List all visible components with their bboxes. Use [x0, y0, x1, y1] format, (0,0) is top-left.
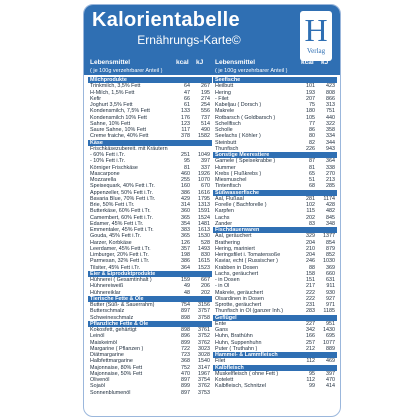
food-kcal: 102: [306, 202, 315, 208]
food-kcal: 357: [181, 245, 190, 252]
food-kcal: 83: [309, 220, 315, 227]
food-kj: 3156: [198, 302, 210, 308]
food-name: Saure Sahne, 10% Fett: [90, 127, 147, 133]
food-name: Kefir: [90, 95, 102, 102]
food-name: Sprotte, geräuchert: [215, 302, 262, 308]
food-kcal: 898: [181, 314, 190, 321]
right-food-list: [213, 77, 337, 390]
food-kj: 951: [326, 320, 335, 327]
food-kcal: 198: [181, 252, 190, 258]
food-name: Heringsfilet i. Tomatensoße: [215, 252, 281, 258]
food-kj: 1591: [198, 208, 210, 215]
food-name: Kokosfett, gehärtigt: [90, 327, 137, 333]
food-name: Brie, 50% Fett i.Tr.: [90, 202, 135, 208]
food-name: Harzer, Korbkäse: [90, 239, 132, 246]
food-kj: 1185: [323, 308, 335, 315]
food-kcal: 217: [306, 283, 315, 290]
food-kcal: 365: [181, 214, 190, 221]
left-food-list: [88, 77, 212, 396]
food-name: Hühnereiklar: [90, 289, 121, 296]
food-name: Joghurt 3,5% Fett: [90, 102, 133, 108]
food-kcal: 354: [181, 220, 190, 227]
food-kj: 195: [201, 89, 210, 96]
food-kcal: 314: [181, 202, 190, 208]
food-name: Sonnenblumenöl: [90, 389, 131, 396]
food-kcal: 231: [306, 302, 315, 308]
food-name: Thunfisch in Öl (ganzer Inh.): [215, 308, 284, 315]
food-kcal: 75: [309, 102, 315, 108]
food-name: Kotelett: [215, 377, 234, 383]
food-name: Butterkäse, 60% Fett i.Tr.: [90, 208, 151, 215]
food-kcal: 123: [181, 120, 190, 127]
food-row: [88, 390, 212, 396]
food-name: Zander: [215, 220, 233, 227]
food-kcal: 158: [306, 270, 315, 277]
food-kj: 528: [201, 239, 210, 246]
food-name: Leerdamer, 45% Fett i.Tr.: [90, 245, 151, 252]
food-kj: 1077: [323, 339, 335, 346]
food-kcal: 99: [309, 383, 315, 390]
food-kcal: 246: [306, 258, 315, 265]
food-kj: 927: [326, 295, 335, 302]
food-kcal: 204: [306, 252, 315, 258]
food-name: Steinbutt: [215, 139, 237, 146]
food-kj: 337: [201, 164, 210, 171]
food-kj: 428: [326, 202, 335, 208]
left-col-name: Lebensmittel: [90, 59, 131, 66]
food-kj: 1613: [198, 227, 210, 233]
food-kj: 274: [201, 95, 210, 102]
food-kcal: 86: [309, 127, 315, 133]
food-kcal: 365: [181, 233, 190, 240]
food-name: Hühnerei ( Gesamtinhalt ): [90, 277, 152, 283]
food-kj: 3758: [198, 314, 210, 321]
food-kj: 344: [326, 139, 335, 146]
food-name: Hummer: [215, 164, 236, 171]
food-kj: 1523: [198, 264, 210, 271]
food-name: Garnele ( Speisekrabbe ): [215, 158, 276, 165]
food-name: - 10% Fett i.Tr.: [90, 158, 126, 165]
food-kcal: 151: [306, 277, 315, 283]
food-name: - Filet: [215, 95, 229, 102]
food-kj: 556: [201, 108, 210, 115]
food-name: - 60% Fett i.Tr.: [90, 152, 126, 158]
food-name: Leinöl: [90, 333, 105, 340]
food-kj: 213: [326, 177, 335, 183]
food-kcal: 87: [309, 158, 315, 165]
food-name: Filet: [215, 358, 226, 365]
food-name: Gouda, 45% Fett i.Tr.: [90, 233, 142, 240]
food-kj: 334: [326, 133, 335, 140]
food-kj: 285: [326, 183, 335, 190]
food-name: Olivenöl: [90, 377, 110, 383]
food-kcal: 176: [181, 114, 190, 121]
food-kj: 1615: [198, 258, 210, 265]
food-name: Huhn, Suppenhuhn: [215, 339, 262, 346]
food-kcal: 212: [306, 345, 315, 352]
food-kcal: 752: [181, 364, 190, 371]
food-name: Margarine ( Pflanzen ): [90, 345, 144, 352]
food-kcal: 49: [184, 283, 190, 290]
food-kcal: 66: [184, 95, 190, 102]
food-kcal: 283: [306, 308, 315, 315]
food-kcal: 470: [181, 370, 190, 377]
food-kcal: 180: [306, 108, 315, 115]
right-column-header: [215, 58, 335, 75]
food-kcal: 722: [181, 345, 190, 352]
food-kj: 1030: [323, 258, 335, 265]
food-kcal: 80: [309, 133, 315, 140]
food-kcal: 95: [309, 370, 315, 377]
food-kcal: 368: [181, 358, 190, 365]
food-kj: 1926: [198, 170, 210, 177]
food-kcal: 105: [306, 114, 315, 121]
food-kcal: 255: [181, 177, 190, 183]
card-subtitle: Ernährungs-Karte©: [137, 33, 241, 47]
food-name: Frischkäsezubereit. mit Kräutern: [90, 145, 168, 152]
food-kj: 852: [326, 252, 335, 258]
section-title: Pflanzliche Fette & Öle: [90, 320, 149, 327]
food-kcal: 115: [306, 208, 315, 215]
section-title: Eier & Eiproduktprodukte: [90, 270, 156, 277]
food-kj: 660: [326, 270, 335, 277]
food-name: Butter (Süß- & Sauerrahm): [90, 302, 155, 308]
food-name: Majonnaise, 50% Fett: [90, 370, 143, 377]
food-kj: 3757: [198, 308, 210, 315]
food-kj: 348: [326, 220, 335, 227]
section-title: Käse: [90, 139, 103, 146]
food-name: Speisequark, 40% Fett i.Tr.: [90, 183, 155, 190]
food-kj: 1481: [198, 220, 210, 227]
food-kcal: 383: [181, 227, 190, 233]
food-kj: 322: [326, 120, 335, 127]
food-kj: 514: [201, 120, 210, 127]
food-name: Mascarpone: [90, 170, 120, 177]
card-title: Kalorientabelle: [92, 9, 240, 31]
section-title: Milchprodukte: [90, 77, 127, 83]
food-name: Karpfen: [215, 208, 234, 215]
food-name: Seelachs ( Köhler ): [215, 133, 261, 140]
section-title: Geflügel: [215, 314, 237, 321]
food-name: Camembert, 60% Fett i.Tr.: [90, 214, 154, 221]
food-kj: 670: [201, 183, 210, 190]
food-name: Kondensmilch, 7,5% Fett: [90, 108, 150, 115]
food-kcal: 81: [184, 164, 190, 171]
food-kj: 930: [326, 289, 335, 296]
food-name: Huhn, Brathühn: [215, 333, 253, 340]
food-kj: 854: [326, 239, 335, 246]
food-kj: 206: [201, 283, 210, 290]
food-name: Krabben in Dosen: [215, 264, 259, 271]
food-name: Limburger, 20% Fett i.Tr.: [90, 252, 149, 258]
food-kcal: 897: [181, 389, 190, 396]
food-name: Makrele, geräuchert: [215, 289, 263, 296]
food-kcal: 48: [184, 289, 190, 296]
section-title: Sonstige Meerestiere: [215, 152, 270, 158]
food-kcal: 378: [181, 133, 190, 140]
food-kcal: 898: [181, 327, 190, 333]
food-kcal: 95: [184, 158, 190, 165]
food-kj: 1530: [198, 233, 210, 240]
food-kj: 338: [326, 164, 335, 171]
food-kcal: 386: [181, 258, 190, 265]
food-kj: 1967: [198, 370, 210, 377]
food-kj: 254: [201, 102, 210, 108]
food-kcal: 386: [181, 189, 190, 196]
food-name: Muskelfleisch ( ohne Fett ): [215, 370, 279, 377]
food-kj: 470: [326, 377, 335, 383]
food-kcal: 460: [181, 170, 190, 177]
food-name: Krebs ( Flußkrebs ): [215, 170, 262, 177]
food-kj: 1524: [198, 214, 210, 221]
food-kcal: 342: [306, 327, 315, 333]
food-name: Ente: [215, 320, 227, 327]
food-kj: 313: [326, 102, 335, 108]
food-kj: 490: [201, 127, 210, 133]
left-column-header: [90, 58, 210, 75]
food-kj: 3761: [198, 327, 210, 333]
food-kj: 3753: [198, 389, 210, 396]
food-kcal: 896: [181, 333, 190, 340]
food-kj: 3028: [198, 352, 210, 358]
food-name: Creme fraiche, 40% Fett: [90, 133, 149, 140]
food-kj: 889: [326, 345, 335, 352]
food-name: Ölsardinen in Dosen: [215, 295, 264, 302]
food-name: Edamer, 45% Fett i.Tr.: [90, 220, 144, 227]
right-col-name: Lebensmittel: [215, 59, 256, 66]
section-title: Seefische: [215, 77, 241, 83]
food-name: Schellfisch: [215, 120, 241, 127]
food-kj: 3754: [198, 377, 210, 383]
food-kj: 414: [326, 383, 335, 390]
left-col-kcal: kcal: [176, 59, 189, 66]
food-kcal: 329: [306, 233, 315, 240]
food-kcal: 899: [181, 339, 190, 346]
food-name: - in Dosen: [215, 277, 240, 283]
food-kcal: 47: [184, 89, 190, 96]
food-kj: 3147: [198, 364, 210, 371]
food-name: Majonnaise, 80% Fett: [90, 364, 143, 371]
food-kj: 482: [326, 208, 335, 215]
food-name: Rotbarsch ( Goldbarsch ): [215, 114, 276, 121]
food-name: - in Öl: [215, 283, 230, 290]
food-name: Kalbfleisch, Schnitzel: [215, 383, 266, 390]
food-kcal: 754: [181, 302, 190, 308]
food-kj: 3762: [198, 383, 210, 390]
food-name: Mozzarella: [90, 177, 117, 183]
food-name: Forelle ( Bachforelle ): [215, 202, 267, 208]
nutrition-card: [83, 4, 341, 417]
food-kj: 3023: [198, 345, 210, 352]
food-kcal: 429: [181, 195, 190, 202]
food-kj: 971: [326, 302, 335, 308]
food-kj: 751: [326, 108, 335, 115]
food-name: Körniger Frischkäse: [90, 164, 138, 171]
food-kcal: 81: [309, 164, 315, 171]
food-name: Sahne, 10% Fett: [90, 120, 131, 127]
food-kcal: 207: [306, 95, 315, 102]
food-name: Emmentaler, 45% Fett i.Tr.: [90, 227, 154, 233]
food-name: Trinkmilch, 3,5% Fett: [90, 83, 141, 90]
food-kcal: 51: [309, 177, 315, 183]
food-kj: 845: [326, 214, 335, 221]
food-name: Aal, Flußaal: [215, 195, 244, 202]
food-kj: 695: [326, 333, 335, 340]
food-kj: 1174: [323, 195, 335, 202]
section-title: Süßwasserfische: [215, 189, 260, 196]
card-header: [84, 5, 340, 75]
food-kj: 1795: [198, 195, 210, 202]
food-kcal: 65: [309, 170, 315, 177]
food-name: Scholle: [215, 127, 233, 133]
food-kcal: 202: [306, 214, 315, 221]
food-kcal: 281: [306, 195, 315, 202]
food-name: Heilbutt: [215, 83, 234, 90]
food-name: Schweineschmalz: [90, 314, 134, 321]
food-kcal: 364: [181, 264, 190, 271]
left-col-note: ( je 100g verzehrbarer Anteil ): [90, 68, 163, 74]
food-name: Parmesan, 32% Fett i.Tr.: [90, 258, 150, 265]
right-col-note: ( je 100g verzehrbarer Anteil ): [215, 68, 288, 74]
food-kj: 267: [201, 83, 210, 90]
food-kcal: 227: [306, 320, 315, 327]
section-title: Fischdauerwaren: [215, 227, 260, 233]
food-kj: 879: [326, 245, 335, 252]
food-kj: 423: [326, 83, 335, 90]
left-col-kj: kJ: [196, 59, 204, 66]
food-name: Thunfisch: [215, 145, 239, 152]
food-name: Bavaria Blue, 70% Fett i.Tr.: [90, 195, 156, 202]
food-name: Aal, geräuchert: [215, 233, 252, 240]
food-kcal: 159: [181, 277, 190, 283]
food-kj: 358: [326, 127, 335, 133]
section-title: Hammel- & Lammfleisch: [215, 352, 278, 358]
food-name: Tintenfisch: [215, 183, 241, 190]
food-kcal: 61: [184, 102, 190, 108]
food-kj: 830: [201, 252, 210, 258]
food-kj: 631: [326, 277, 335, 283]
food-name: Sojaöl: [90, 383, 105, 390]
food-kj: 667: [201, 277, 210, 283]
food-kj: 1616: [198, 189, 210, 196]
food-name: Miesmuschel: [215, 177, 247, 183]
food-kcal: 226: [306, 145, 315, 152]
food-kcal: 193: [306, 89, 315, 96]
food-kcal: 166: [306, 333, 315, 340]
right-col-kcal: kcal: [301, 59, 314, 66]
food-kcal: 117: [181, 127, 190, 133]
food-kj: 397: [326, 370, 335, 377]
food-kj: 397: [201, 158, 210, 165]
food-kj: 3762: [198, 339, 210, 346]
food-kcal: 251: [181, 152, 190, 158]
food-name: Lachs: [215, 214, 230, 221]
food-kj: 202: [201, 289, 210, 296]
food-name: Kaviar, echt ( Russischer ): [215, 258, 278, 265]
food-name: Diätmargarine: [90, 352, 124, 358]
food-kj: 1377: [323, 233, 335, 240]
food-name: Hering, mariniert: [215, 245, 255, 252]
food-name: Kondensmilch 10% Fett: [90, 114, 147, 121]
food-kj: 737: [201, 114, 210, 121]
food-kj: 1070: [198, 177, 210, 183]
food-kcal: 101: [306, 83, 315, 90]
food-name: Brathering: [215, 239, 240, 246]
food-name: Appenzeller, 50% Fett i.Tr.: [90, 189, 154, 196]
food-name: H-Milch, 1,5% Fett: [90, 89, 135, 96]
logo-letter: H: [304, 12, 328, 48]
food-name: Hering: [215, 89, 231, 96]
food-kcal: 133: [181, 108, 190, 115]
logo-text: Verlag: [306, 47, 326, 55]
food-kcal: 222: [306, 289, 315, 296]
food-kj: 1582: [198, 133, 210, 140]
food-kj: 1430: [323, 327, 335, 333]
food-name: Halbfettmargarine: [90, 358, 133, 365]
section-title: Tierische Fette & Öle: [90, 295, 144, 302]
food-kcal: 112: [306, 377, 315, 383]
food-name: Kabeljau ( Dorsch ): [215, 102, 262, 108]
food-kcal: 210: [306, 245, 315, 252]
food-name: Lachs, geräuchert: [215, 270, 259, 277]
right-col-kj: kJ: [321, 59, 329, 66]
food-kcal: 160: [181, 183, 190, 190]
publisher-logo: [300, 11, 332, 61]
food-kj: 1049: [198, 152, 210, 158]
food-kj: 364: [326, 158, 335, 165]
food-kcal: 723: [181, 352, 190, 358]
food-kcal: 222: [306, 295, 315, 302]
food-kcal: 88: [309, 264, 315, 271]
food-kj: 469: [326, 358, 335, 365]
food-kcal: 64: [184, 83, 190, 90]
food-kj: 943: [326, 145, 335, 152]
food-name: Butterschmalz: [90, 308, 125, 315]
food-name: Hühnereiweiß: [90, 283, 124, 290]
food-name: Puter ( Truthahn ): [215, 345, 258, 352]
food-kj: 866: [326, 95, 335, 102]
food-kcal: 68: [309, 183, 315, 190]
food-kj: 369: [326, 264, 335, 271]
food-kj: 1493: [198, 245, 210, 252]
food-kcal: 897: [181, 308, 190, 315]
food-kj: 1313: [198, 202, 210, 208]
food-kcal: 77: [309, 120, 315, 127]
food-name: Gans: [215, 327, 228, 333]
food-row: [213, 383, 337, 389]
food-name: Maiskeimöl: [90, 339, 117, 346]
section-title: Kalbfleisch: [215, 364, 244, 371]
food-kj: 440: [326, 114, 335, 121]
food-kj: 808: [326, 89, 335, 96]
food-name: Makrele: [215, 108, 235, 115]
food-kcal: 360: [181, 208, 190, 215]
food-kcal: 126: [181, 239, 190, 246]
food-kj: 1540: [198, 358, 210, 365]
food-kcal: 82: [309, 139, 315, 146]
food-kcal: 257: [306, 339, 315, 346]
food-kj: 270: [326, 170, 335, 177]
food-kcal: 897: [181, 377, 190, 383]
food-kj: 3752: [198, 333, 210, 340]
food-kcal: 204: [306, 239, 315, 246]
food-name: Tilsiter, 45% Fett i.Tr.: [90, 264, 141, 271]
food-kcal: 112: [306, 358, 315, 365]
food-kj: 911: [326, 283, 335, 290]
food-kcal: 899: [181, 383, 190, 390]
